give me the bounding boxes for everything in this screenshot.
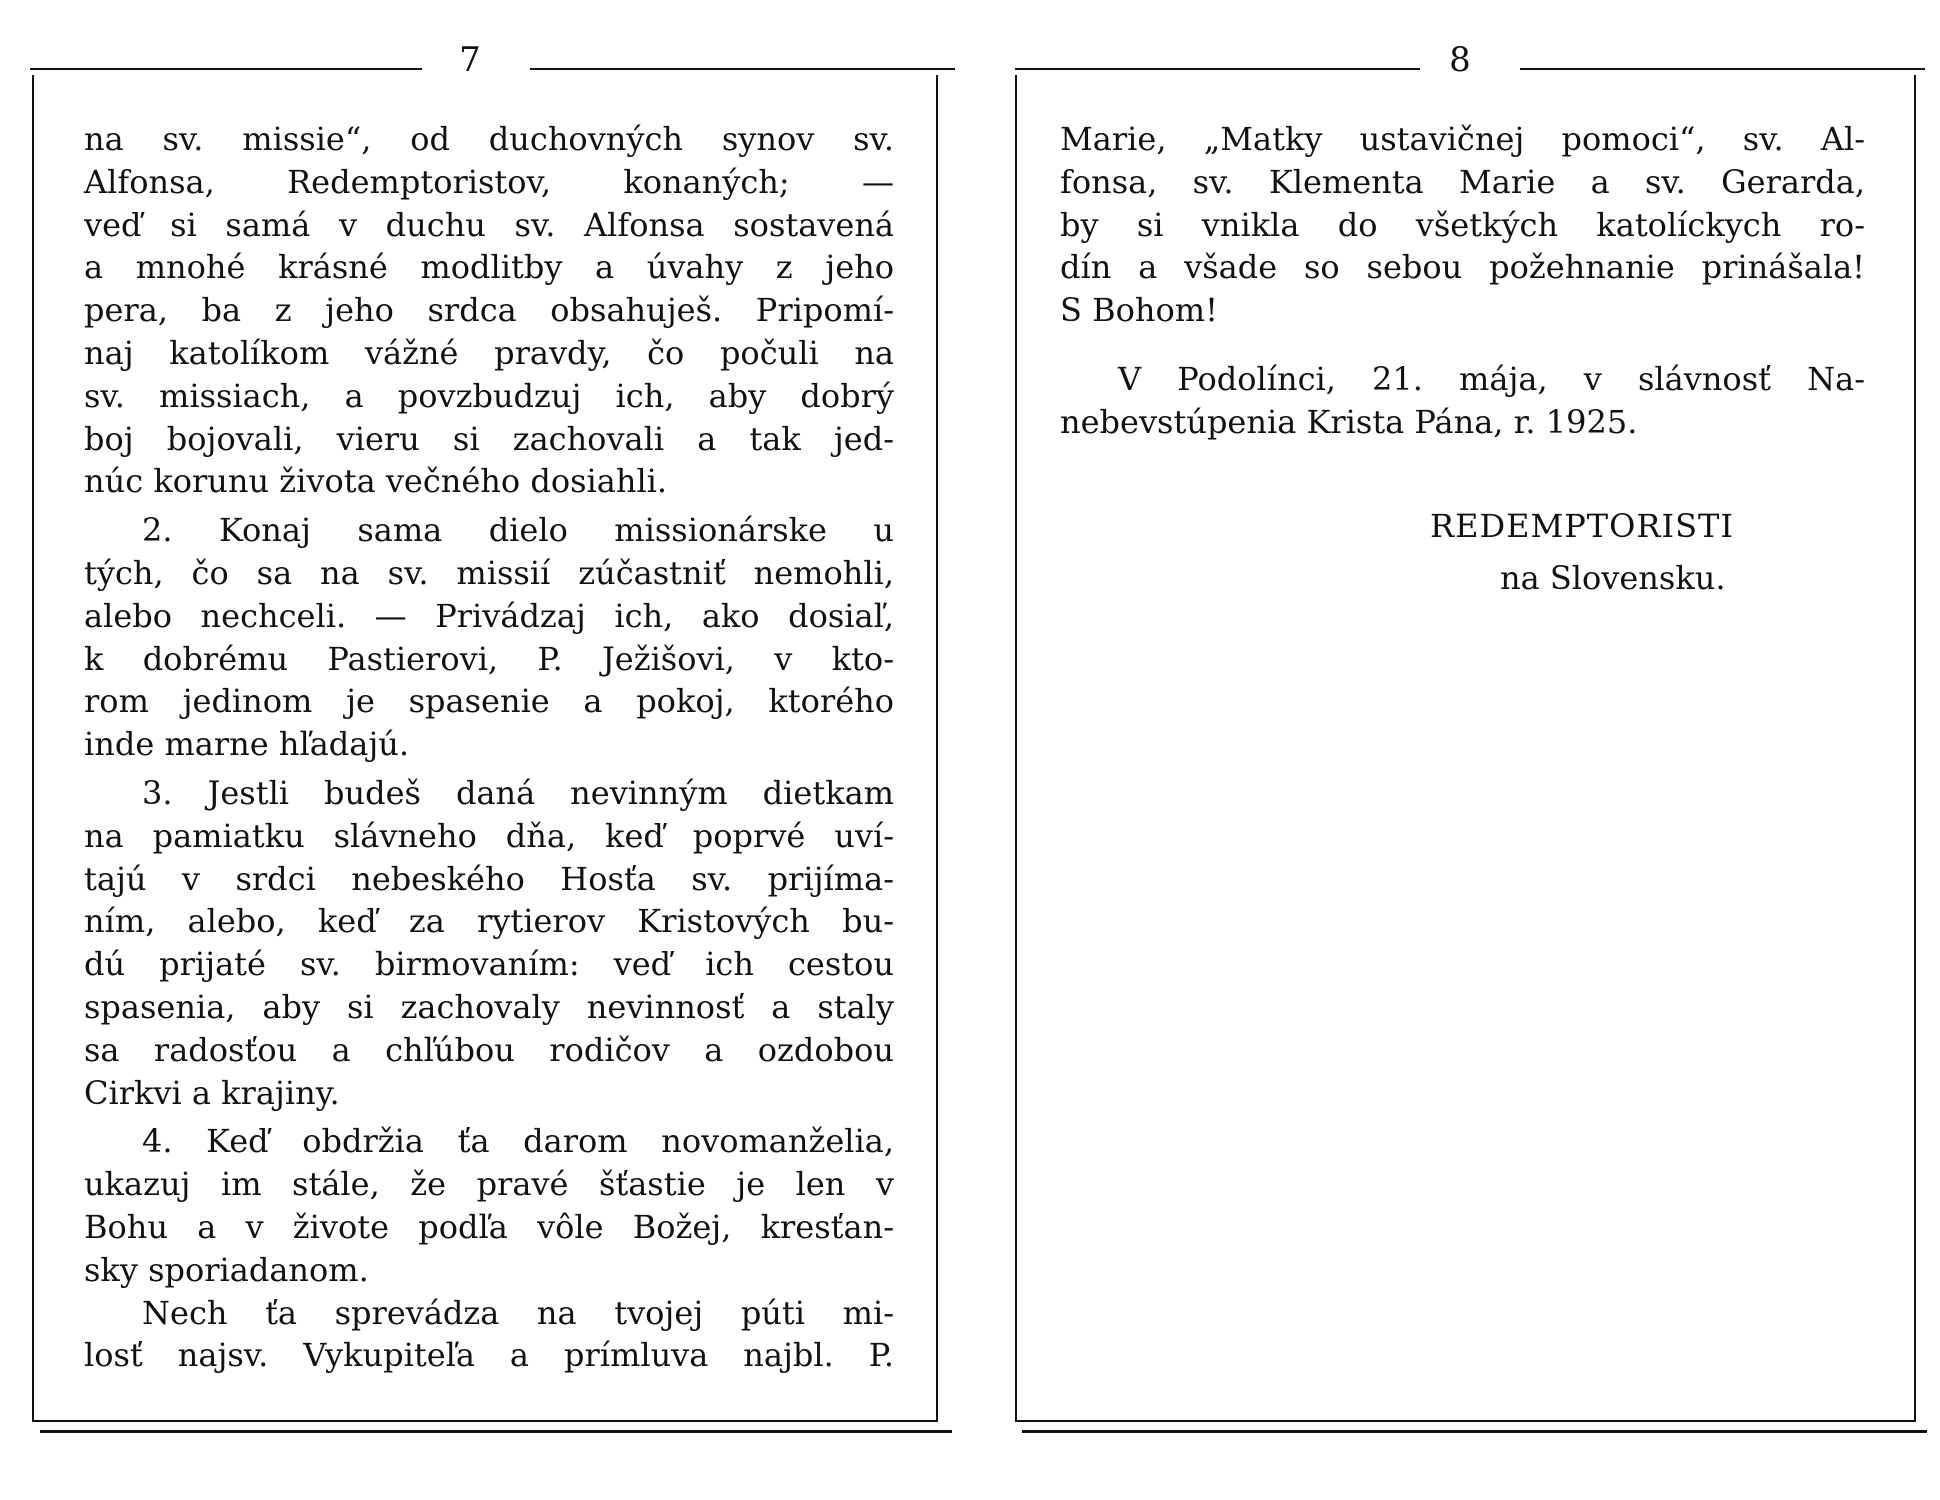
text-line: k dobrému Pastierovi, P. Ježišovi, v kto- bbox=[84, 639, 894, 678]
right-bottom-rule bbox=[1022, 1430, 1927, 1433]
right-page-text bbox=[1060, 118, 1865, 444]
text-line: losť najsv. Vykupiteľa a prímluva najbl. P. bbox=[84, 1336, 894, 1375]
text-line: Marie, „Matky ustavičnej pomoci“, sv. Al- bbox=[1060, 120, 1865, 158]
text-line: by si vnikla do všetkých katolíckych ro- bbox=[1060, 205, 1865, 244]
right-page bbox=[1010, 0, 1925, 1500]
text-line: tých, čo sa na sv. missií zúčastniť nemohli, bbox=[84, 553, 894, 592]
text-line: a mnohé krásné modlitby a úvahy z jeho bbox=[84, 248, 894, 287]
text-line: inde marne hľadajú. bbox=[84, 725, 410, 764]
text-line: na pamiatku slávneho dňa, keď poprvé uví- bbox=[84, 816, 894, 855]
signature-place: na Slovensku. bbox=[1500, 559, 1726, 597]
text-line: boj bojovali, vieru si zachovali a tak jed- bbox=[84, 419, 894, 458]
text-line: núc korunu života večného dosiahli. bbox=[84, 462, 668, 501]
right-top-rule-right bbox=[1520, 68, 1925, 70]
text-line: sv. missiach, a povzbudzuj ich, aby dobrý bbox=[84, 376, 894, 415]
dateline: V Podolínci, 21. mája, v slávnosť Na- bbox=[1118, 359, 1865, 398]
text-line: sky sporiadanom. bbox=[84, 1250, 369, 1289]
signature-organization: REDEMPTORISTI bbox=[1430, 507, 1734, 545]
text-line: tajú v srdci nebeského Hosťa sv. prijíma- bbox=[84, 859, 894, 898]
right-top-rule-left bbox=[1015, 68, 1420, 70]
left-page-number: 7 bbox=[459, 40, 481, 80]
dateline-continued: nebevstúpenia Krista Pána, r. 1925. bbox=[1060, 402, 1638, 441]
text-line: fonsa, sv. Klementa Marie a sv. Gerarda, bbox=[1060, 162, 1865, 201]
text-line: naj katolíkom vážné pravdy, čo počuli na bbox=[84, 333, 894, 372]
text-line: spasenia, aby si zachovaly nevinnosť a staly bbox=[84, 987, 894, 1026]
text-line: na sv. missie“, od duchovných synov sv. bbox=[84, 120, 894, 158]
text-line: dú prijaté sv. birmovaním: veď ich cestou bbox=[84, 945, 894, 984]
text-line: Cirkvi a krajiny. bbox=[84, 1073, 340, 1112]
paragraph-3-start: 3. Jestli budeš daná nevinným dietkam bbox=[142, 773, 894, 812]
left-bottom-rule bbox=[40, 1430, 952, 1433]
left-page bbox=[30, 0, 945, 1500]
text-line: ukazuj im stále, že pravé šťastie je len v bbox=[84, 1165, 894, 1204]
left-page-text bbox=[84, 118, 894, 1377]
paragraph-4-start: 4. Keď obdržia ťa darom novomanželia, bbox=[142, 1122, 894, 1161]
text-line: ním, alebo, keď za rytierov Kristových bu- bbox=[84, 902, 894, 941]
text-line: Bohu a v živote podľa vôle Božej, kresťan- bbox=[84, 1207, 894, 1246]
text-line: pera, ba z jeho srdca obsahuješ. Pripomí- bbox=[84, 291, 894, 330]
left-top-rule-left bbox=[30, 68, 422, 70]
text-line: S Bohom! bbox=[1060, 291, 1218, 330]
right-page-number: 8 bbox=[1449, 40, 1471, 80]
text-line: alebo nechceli. — Privádzaj ich, ako dosiaľ, bbox=[84, 596, 894, 635]
paragraph-2-start: 2. Konaj sama dielo missionárske u bbox=[142, 511, 894, 550]
text-line: Alfonsa, Redemptoristov, konaných; — bbox=[84, 162, 894, 201]
text-line: dín a všade so sebou požehnanie prinášala! bbox=[1060, 248, 1865, 287]
text-line: sa radosťou a chľúbou rodičov a ozdobou bbox=[84, 1030, 894, 1069]
left-top-rule-right bbox=[530, 68, 955, 70]
text-line: veď si samá v duchu sv. Alfonsa sostavená bbox=[84, 205, 894, 244]
closing-paragraph-start: Nech ťa sprevádza na tvojej púti mi- bbox=[142, 1293, 894, 1332]
text-line: rom jedinom je spasenie a pokoj, ktorého bbox=[84, 682, 894, 721]
